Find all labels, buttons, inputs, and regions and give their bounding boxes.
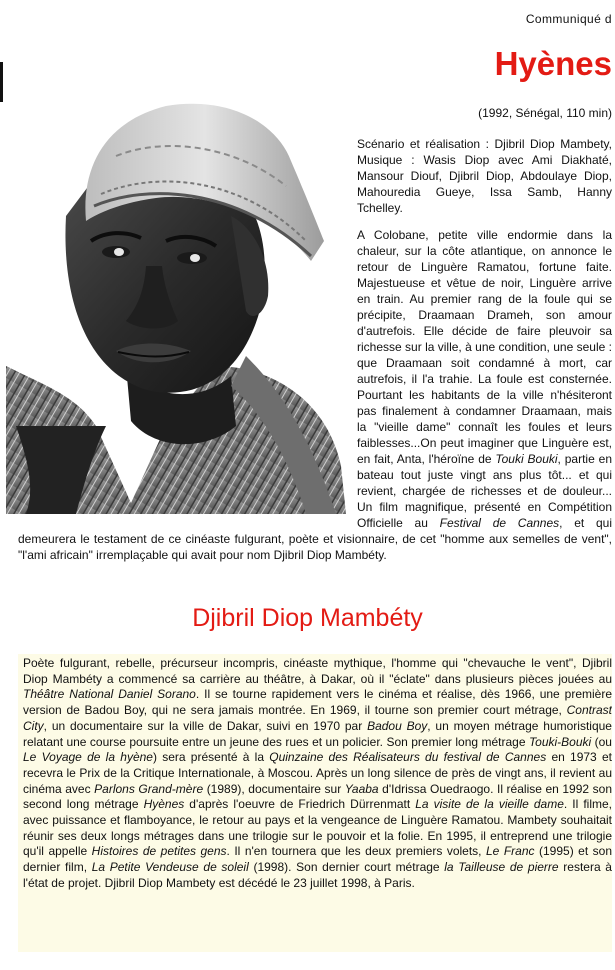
header-note: Communiqué d xyxy=(525,12,612,26)
biography-text: Poète fulgurant, rebelle, précurseur incompris, cinéaste mythique, l'homme qui "chevauche le vent", Djibril Diop Mambéty a commencé sa carrière au théâtre, à Dakar, où il "éclate" dans plusieurs pièces jouées au Théâtre National Daniel Sorano. Il se tourne rapidement vers le cinéma et réalise, dès 1966, une première version de Badou Boy, qui ne sera jamais montrée. En 1969, il tourne son premier court métrage, Contrast City, un documentaire sur la ville de Dakar, suivi en 1970 par Badou Boy, un moyen métrage humoristique relatant une course poursuite entre un jeune des rues et un policier. Son premier long métrage Touki-Bouki (ou Le Voyage de la hyène) sera présenté à la Quinzaine des Réalisateurs du festival de Cannes en 1973 et recevra le Prix de la Critique Internationale, à Moscou. Après un long silence de près de vingt ans, il revient au cinéma avec Parlons Grand-mère (1989), documentaire sur Yaaba d'Idrissa Ouedraogo. Il réalise en 1992 son second long métrage Hyènes d'après l'oeuvre de Friedrich Dürrenmatt La visite de la vieille dame. Il filme, avec puissance et flamboyance, le retour au pays et la vengeance de Linguère Ramatou. Mambety souhaitait réunir ses deux longs métrages dans une trilogie sur le pouvoir et la folie. En 1995, il entreprend une trilogie qu'il appelle Histoires de petites gens. Il n'en tournera que les deux premiers volets, Le Franc (1995) et son dernier film, La Petite Vendeuse de soleil (1998). Son dernier court métrage la Tailleuse de pierre restera à l'état de projet. Djibril Diop Mambety est décédé le 23 juillet 1998, à Paris. xyxy=(23,656,612,890)
synopsis-text: A Colobane, petite ville endormie dans la chaleur, sur la côte atlantique, on annonce le retour de Linguère Ramatou, fortune faite. Majestueuse et vêtue de noir, Linguère arrive en train. Au premier rang de la foule qui se précipite, Draamaan Drameh, son amour d'autrefois. Elle décide de faire pleuvoir sa richesse sur la ville, à une condition, une seule : que Draamaan soit condamné à mort, car autrefois, il l'a trahie. La foule est consternée. Pourtant les habitants de la ville n'hésiteront pas finalement à condamner Draamaan, mais la "vieille dame" connaît les foules et leurs faiblesses...On peut imaginer que Linguère est, en fait, Anta, l'héroïne de Touki Bouki, partie en bateau tout juste vingt ans plus tôt... et qui revient, chargée de richesses et de douleur... Un film magnifique, présenté en Compétition Officielle au Festival de Cannes, et qui demeurera le testament de ce cinéaste fulgurant, poète et visionnaire, de cet "homme aux semelles de vent", "l'ami africain" irremplaçable qui avait pour nom Djibril Diop Mambéty. xyxy=(18,228,612,562)
film-meta: (1992, Sénégal, 110 min) xyxy=(478,106,612,120)
synopsis-section xyxy=(18,227,612,563)
portrait-wrap-spacer xyxy=(18,227,357,520)
festival-reference: Festival de Cannes xyxy=(439,516,560,530)
bio-heading: Djibril Diop Mambéty xyxy=(192,604,423,632)
film-credits: Scénario et réalisation : Djibril Diop Mambety, Musique : Wasis Diop avec Ami Diakhaté, Mansour Diouf, Djibril Diop, Abdoulaye Diop, Mahouredia Gueye, Issa Samb, Hanny Tchelley. xyxy=(357,137,612,215)
film-title: Hyènes xyxy=(494,45,612,82)
edge-mark xyxy=(0,62,3,102)
film-title-reference: Touki Bouki xyxy=(495,452,558,466)
biography-box xyxy=(18,654,612,952)
